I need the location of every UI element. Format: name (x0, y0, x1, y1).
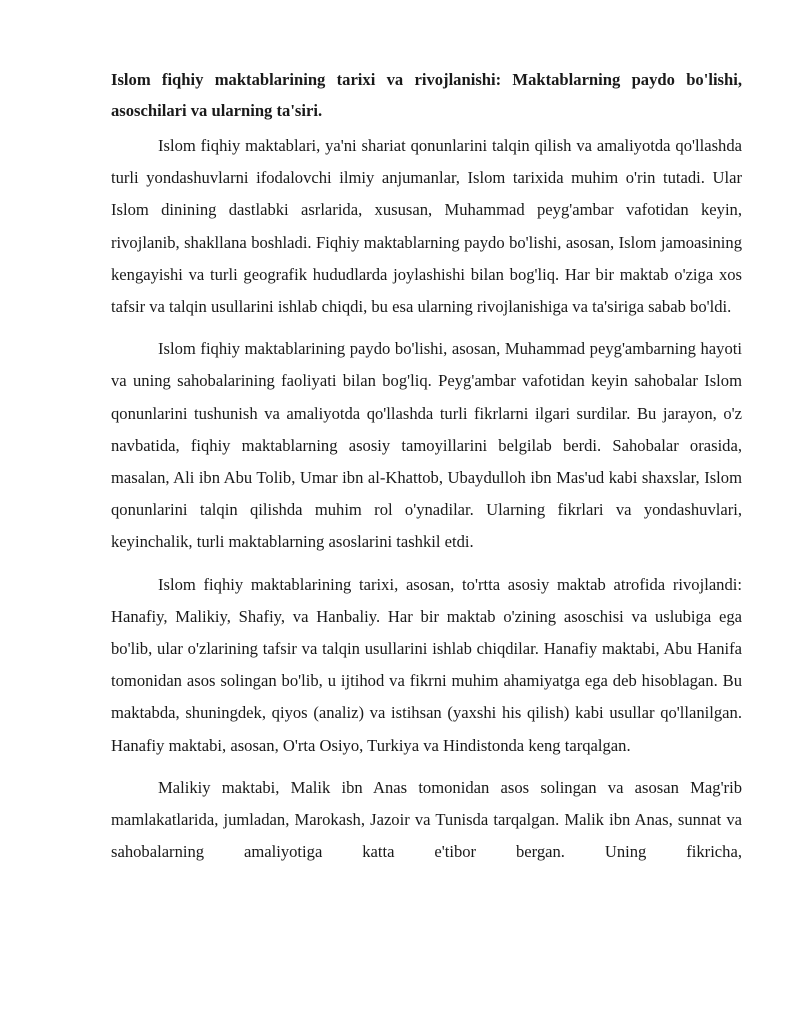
document-page (111, 64, 742, 878)
document-title: Islom fiqhiy maktablarining tarixi va rivojlanishi: Maktablarning paydo bo'lishi, asoschilari va ularning ta'siri. (111, 70, 742, 120)
paragraph-1: Islom fiqhiy maktablari, ya'ni shariat qonunlarini talqin qilish va amaliyotda qo'llashda turli yondashuvlarni ifodalovchi ilmiy anjumanlar, Islom tarixida muhim o'rin tutadi. Ular Islom dinining dastlabki asrlarida, xususan, Muhammad peyg'ambar vafotidan keyin, rivojlanib, shakllana boshladi. Fiqhiy maktablarning paydo bo'lishi, asosan, Islom jamoasining kengayishi va turli geografik hududlarda joylashishi bilan bog'liq. Har bir maktab o'ziga xos tafsir va talqin usullarini ishlab chiqdi, bu esa ularning rivojlanishiga va ta'siriga sabab bo'ldi. (111, 136, 742, 317)
paragraph-4: Malikiy maktabi, Malik ibn Anas tomonidan asos solingan va asosan Mag'rib mamlakatlarida, jumladan, Marokash, Jazoir va Tunisda tarqalgan. Malik ibn Anas, sunnat va sahobalarning amaliyotiga katta e'tibor bergan. Uning fikricha, (111, 777, 742, 862)
paragraph-3: Islom fiqhiy maktablarining tarixi, asosan, to'rtta asosiy maktab atrofida rivojlandi: Hanafiy, Malikiy, Shafiy, va Hanbaliy. Har bir maktab o'zining asoschisi va uslubiga ega bo'lib, ular o'zlarining tafsir va talqin usullarini ishlab chiqdilar. Hanafiy maktabi, Abu Hanifa tomonidan asos solingan bo'lib, u ijtihod va fikrni muhim ahamiyatga ega deb hisoblagan. Bu maktabda, shuningdek, qiyos (analiz) va istihsan (yaxshi his qilish) kabi usullar qo'llanilgan. Hanafiy maktabi, asosan, O'rta Osiyo, Turkiya va Hindistonda keng tarqalgan. (111, 574, 742, 755)
paragraph-2: Islom fiqhiy maktablarining paydo bo'lishi, asosan, Muhammad peyg'ambarning hayoti va uning sahobalarining faoliyati bilan bog'liq. Peyg'ambar vafotidan keyin sahobalar Islom qonunlarini tushunish va amaliyotda qo'llashda turli fikrlarni ilgari surdilar. Bu jarayon, o'z navbatida, fiqhiy maktablarning asosiy tamoyillarini belgilab berdi. Sahobalar orasida, masalan, Ali ibn Abu Tolib, Umar ibn al-Khattob, Ubaydulloh ibn Mas'ud kabi shaxslar, Islom qonunlarini talqin qilishda muhim rol o'ynadilar. Ularning fikrlari va yondashuvlari, keyinchalik, turli maktablarning asoslarini tashkil etdi. (111, 339, 742, 552)
